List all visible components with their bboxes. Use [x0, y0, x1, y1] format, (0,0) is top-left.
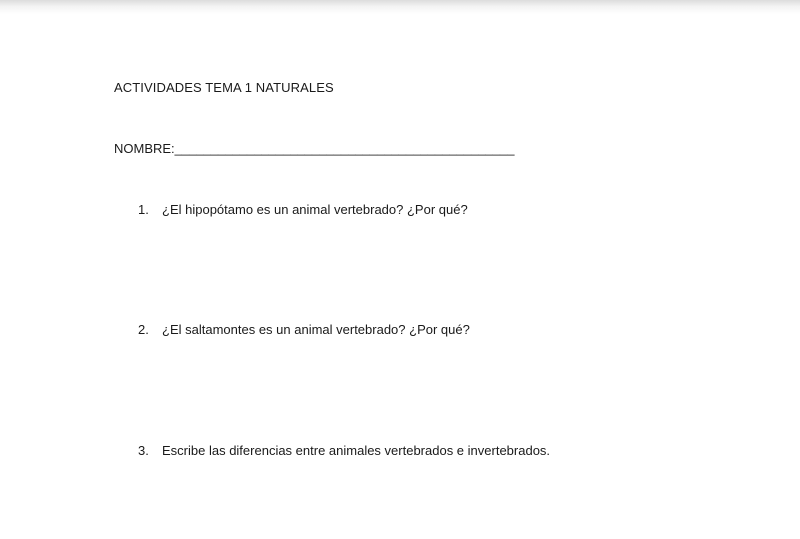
- question-number: 1.: [138, 202, 149, 217]
- name-field: NOMBRE:_______________________________________________: [114, 141, 515, 156]
- question-item: [138, 443, 550, 458]
- question-text: ¿El hipopótamo es un animal vertebrado? ¿Por qué?: [162, 202, 468, 217]
- document-title: ACTIVIDADES TEMA 1 NATURALES: [114, 80, 334, 95]
- question-text: Escribe las diferencias entre animales vertebrados e invertebrados.: [162, 443, 551, 458]
- question-item: [138, 322, 470, 337]
- question-text: ¿El saltamontes es un animal vertebrado? ¿Por qué?: [162, 322, 470, 337]
- question-number: 3.: [138, 443, 149, 458]
- question-item: [138, 202, 468, 217]
- question-number: 2.: [138, 322, 149, 337]
